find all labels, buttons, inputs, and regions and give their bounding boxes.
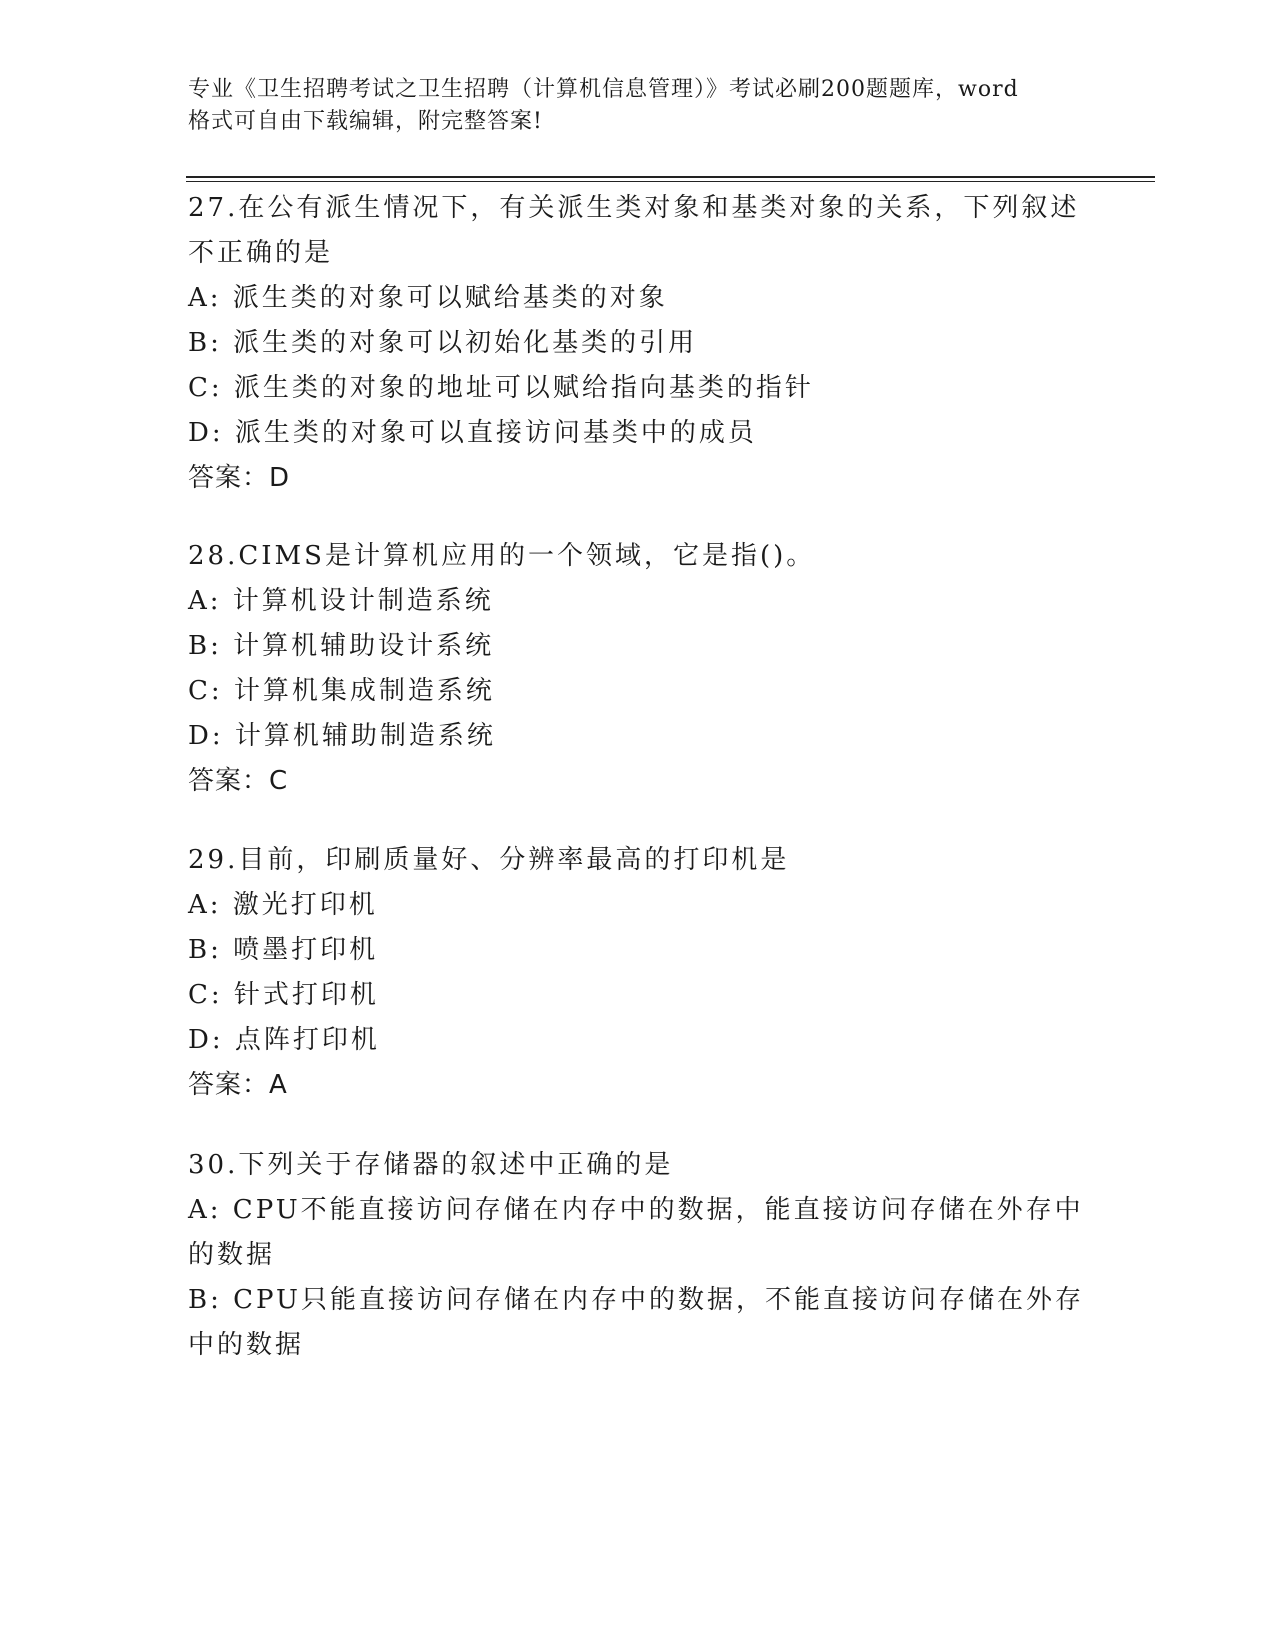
header-divider-thick: [186, 176, 1155, 178]
header-divider-thin: [186, 181, 1155, 182]
option-c: C: 针式打印机: [188, 980, 379, 1010]
answer-label: 答案：A: [188, 1070, 288, 1100]
question-29: [188, 838, 1068, 1108]
question-30: [188, 1143, 1084, 1368]
question-stem-line: 28.CIMS是计算机应用的一个领域，它是指()。: [188, 541, 816, 571]
option-d: D: 计算机辅助制造系统: [188, 721, 496, 751]
option-a: A: 激光打印机: [188, 890, 378, 920]
option-b: B: 喷墨打印机: [188, 935, 379, 965]
option-b: B: 派生类的对象可以初始化基类的引用: [188, 328, 698, 358]
question-28: [188, 534, 1068, 804]
option-d: D: 派生类的对象可以直接访问基类中的成员: [188, 418, 757, 448]
header-line-2: 格式可自由下载编辑，附完整答案!: [188, 109, 543, 134]
question-stem-line: 29.目前，印刷质量好、分辨率最高的打印机是: [188, 845, 790, 875]
option-b-continued: 中的数据: [188, 1330, 305, 1360]
document-header: [188, 74, 1088, 138]
option-c: C: 派生类的对象的地址可以赋给指向基类的指针: [188, 373, 814, 403]
option-b: B: CPU只能直接访问存储在内存中的数据，不能直接访问存储在外存: [188, 1285, 1084, 1315]
question-stem-line: 不正确的是: [188, 238, 334, 268]
option-c: C: 计算机集成制造系统: [188, 676, 495, 706]
option-a: A: 计算机设计制造系统: [188, 586, 494, 616]
option-a-continued: 的数据: [188, 1240, 276, 1270]
question-27: [188, 186, 1080, 501]
option-a: A: CPU不能直接访问存储在内存中的数据，能直接访问存储在外存中: [188, 1195, 1084, 1225]
answer-label: 答案：C: [188, 766, 289, 796]
option-b: B: 计算机辅助设计系统: [188, 631, 495, 661]
question-stem-line: 30.下列关于存储器的叙述中正确的是: [188, 1150, 674, 1180]
question-stem-line: 27.在公有派生情况下，有关派生类对象和基类对象的关系，下列叙述: [188, 193, 1080, 223]
option-a: A: 派生类的对象可以赋给基类的对象: [188, 283, 668, 313]
header-line-1: 专业《卫生招聘考试之卫生招聘（计算机信息管理）》考试必刷200题题库，word: [188, 77, 1019, 102]
option-d: D: 点阵打印机: [188, 1025, 380, 1055]
answer-label: 答案：D: [188, 463, 291, 493]
